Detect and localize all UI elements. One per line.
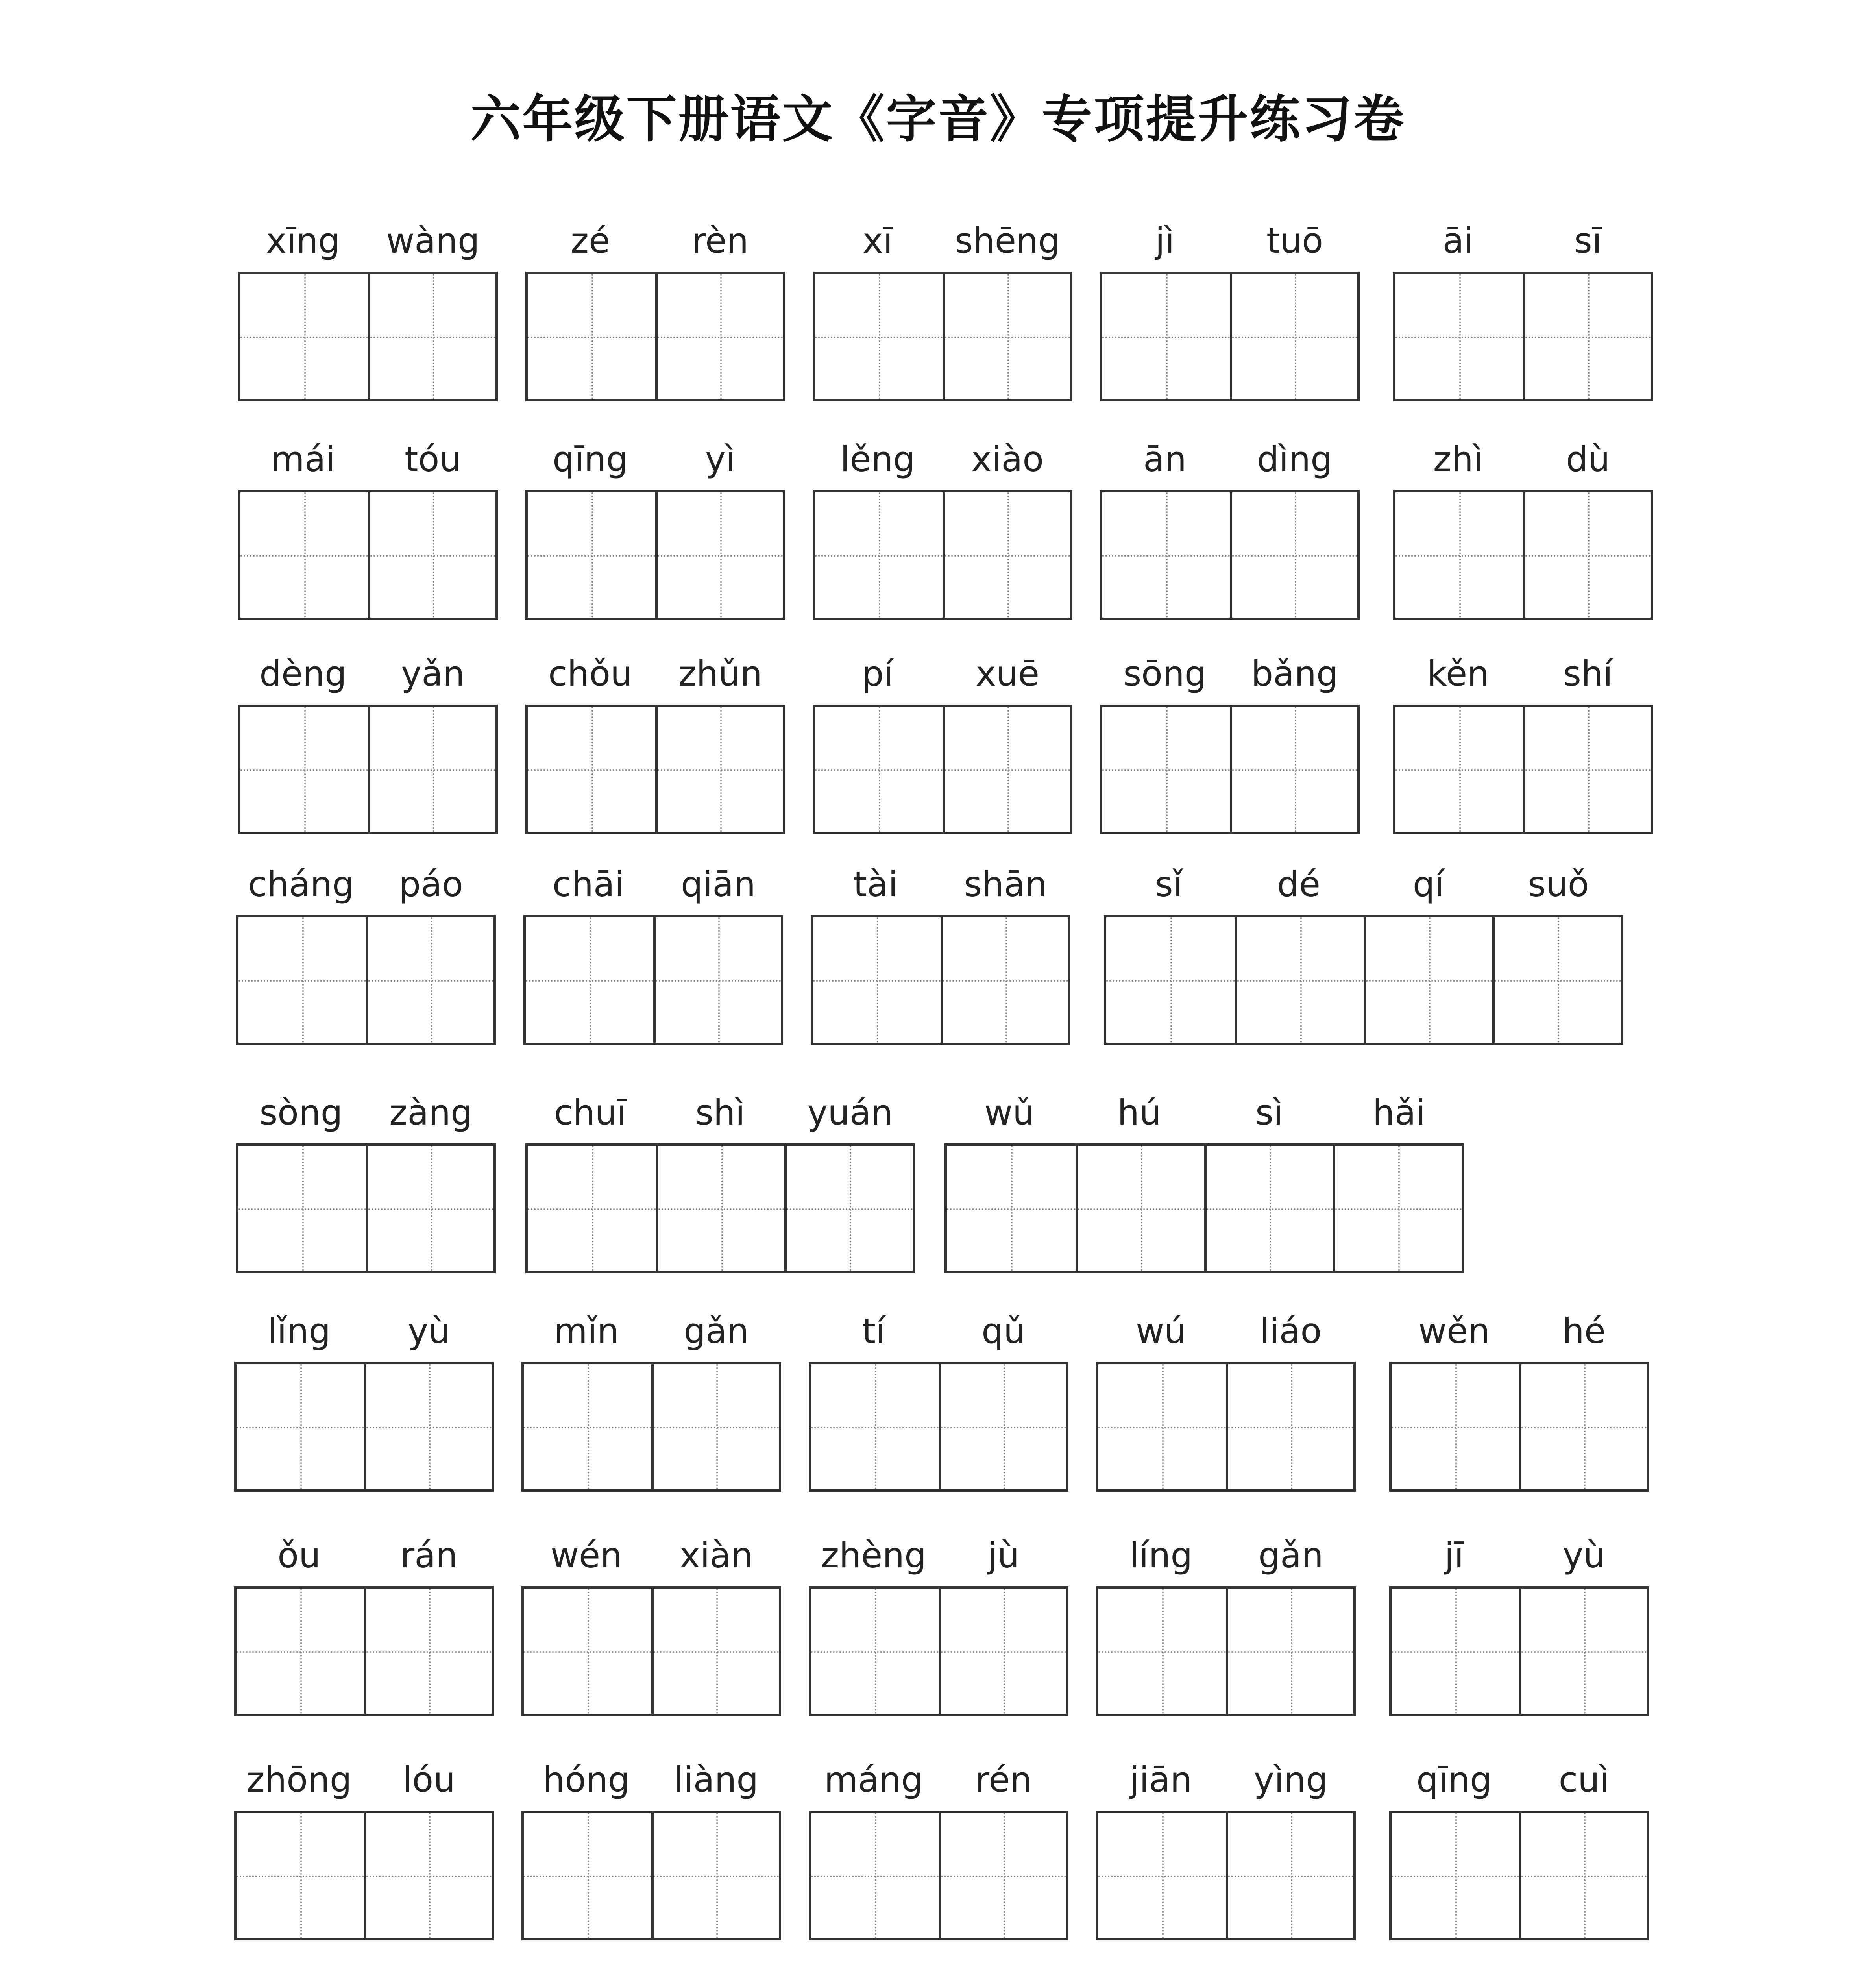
guide-line-horizontal (815, 555, 943, 557)
pinyin-label: zhǔn (678, 653, 762, 694)
guide-line-horizontal (528, 1208, 656, 1210)
character-box[interactable] (947, 1146, 1076, 1271)
character-box[interactable] (1226, 1589, 1353, 1714)
page-title: 六年级下册语文《字音》专项提升练习卷 (470, 90, 1406, 149)
guide-line-horizontal (654, 1427, 779, 1428)
guide-line-horizontal (1395, 337, 1523, 338)
character-box[interactable] (1333, 1146, 1462, 1271)
pinyin-label: wěn (1418, 1311, 1490, 1351)
writing-grid (238, 272, 498, 401)
writing-grid (944, 1143, 1464, 1273)
guide-line-horizontal (941, 1427, 1066, 1428)
pinyin-label: sǐ (1155, 864, 1183, 904)
character-box[interactable] (238, 1146, 366, 1271)
guide-line-horizontal (813, 980, 941, 982)
writing-grid (809, 1586, 1068, 1716)
character-box[interactable] (939, 1589, 1066, 1714)
pinyin-label: zé (570, 220, 610, 261)
character-box[interactable] (813, 917, 941, 1043)
pinyin-label: zhèng (821, 1535, 926, 1576)
pinyin-label: shān (964, 864, 1047, 904)
guide-line-horizontal (1102, 769, 1230, 771)
pinyin-label: rán (400, 1535, 458, 1576)
guide-line-horizontal (1392, 1651, 1519, 1653)
character-box[interactable] (655, 707, 783, 832)
writing-grid (523, 915, 783, 1045)
writing-grid (521, 1362, 781, 1492)
pinyin-label: yìng (1253, 1759, 1328, 1800)
guide-line-horizontal (945, 337, 1070, 338)
guide-line-horizontal (811, 1651, 939, 1653)
character-box[interactable] (1230, 274, 1357, 399)
pinyin-label: xī (862, 220, 893, 261)
character-box[interactable] (1102, 274, 1230, 399)
character-box[interactable] (364, 1589, 492, 1714)
character-box[interactable] (1204, 1146, 1333, 1271)
guide-line-horizontal (811, 1876, 939, 1877)
guide-line-horizontal (658, 337, 783, 338)
guide-line-horizontal (943, 980, 1068, 982)
guide-line-horizontal (656, 980, 781, 982)
character-box[interactable] (815, 492, 943, 618)
writing-grid (234, 1586, 494, 1716)
character-box[interactable] (528, 1146, 656, 1271)
character-box[interactable] (1523, 492, 1651, 618)
character-box[interactable] (366, 917, 493, 1043)
guide-line-horizontal (238, 980, 366, 982)
pinyin-label: xiào (971, 439, 1044, 479)
writing-grid (809, 1811, 1068, 1940)
guide-line-horizontal (370, 769, 495, 771)
pinyin-label: yù (1563, 1535, 1605, 1576)
character-box[interactable] (1392, 1813, 1519, 1938)
writing-grid (234, 1362, 494, 1492)
guide-line-horizontal (945, 769, 1070, 771)
pinyin-label: gǎn (684, 1311, 749, 1351)
guide-line-horizontal (238, 1208, 366, 1210)
pinyin-label: wàng (386, 220, 480, 261)
character-box[interactable] (1102, 707, 1230, 832)
pinyin-label: zàng (389, 1092, 473, 1133)
pinyin-label: cháng (248, 864, 354, 904)
guide-line-horizontal (654, 1876, 779, 1877)
character-box[interactable] (939, 1364, 1066, 1489)
guide-line-horizontal (528, 769, 655, 771)
character-box[interactable] (526, 917, 653, 1043)
writing-grid (234, 1811, 494, 1940)
pinyin-label: qīng (553, 439, 628, 479)
writing-grid (1096, 1811, 1356, 1940)
character-box[interactable] (1098, 1813, 1226, 1938)
guide-line-horizontal (370, 337, 495, 338)
character-box[interactable] (1098, 1589, 1226, 1714)
writing-grid (238, 490, 498, 620)
character-box[interactable] (651, 1589, 779, 1714)
guide-line-horizontal (1521, 1876, 1647, 1877)
character-box[interactable] (528, 274, 655, 399)
guide-line-horizontal (1395, 769, 1523, 771)
guide-line-horizontal (811, 1427, 939, 1428)
guide-line-horizontal (941, 1876, 1066, 1877)
pinyin-label: dé (1277, 864, 1320, 904)
pinyin-label: mǐn (554, 1311, 619, 1351)
pinyin-label: chuī (554, 1092, 627, 1133)
guide-line-horizontal (1525, 555, 1651, 557)
character-box[interactable] (1226, 1364, 1353, 1489)
writing-grid (1389, 1811, 1649, 1940)
pinyin-label: xīng (266, 220, 340, 261)
pinyin-label: hóng (543, 1759, 630, 1800)
character-box[interactable] (528, 492, 655, 618)
character-box[interactable] (653, 917, 781, 1043)
writing-grid (809, 1362, 1068, 1492)
pinyin-label: zhōng (246, 1759, 352, 1800)
writing-grid (525, 1143, 915, 1273)
guide-line-horizontal (941, 1651, 1066, 1653)
character-box[interactable] (1519, 1589, 1647, 1714)
character-box[interactable] (366, 1146, 493, 1271)
character-box[interactable] (943, 707, 1070, 832)
guide-line-horizontal (1392, 1876, 1519, 1877)
guide-line-horizontal (1232, 337, 1357, 338)
guide-line-horizontal (524, 1427, 651, 1428)
character-box[interactable] (1492, 917, 1621, 1043)
character-box[interactable] (238, 917, 366, 1043)
character-box[interactable] (1364, 917, 1492, 1043)
guide-line-horizontal (1098, 1651, 1226, 1653)
writing-grid (525, 490, 785, 620)
pinyin-label: mái (270, 439, 336, 479)
character-box[interactable] (528, 707, 655, 832)
character-box[interactable] (651, 1364, 779, 1489)
guide-line-horizontal (1335, 1208, 1462, 1210)
character-box[interactable] (240, 707, 368, 832)
writing-grid (1100, 272, 1360, 401)
guide-line-horizontal (1366, 980, 1492, 982)
guide-line-horizontal (528, 555, 655, 557)
guide-line-horizontal (1521, 1427, 1647, 1428)
guide-line-horizontal (1106, 980, 1235, 982)
pinyin-label: jù (987, 1535, 1020, 1576)
character-box[interactable] (524, 1364, 651, 1489)
pinyin-label: tí (862, 1311, 885, 1351)
character-box[interactable] (651, 1813, 779, 1938)
character-box[interactable] (1226, 1813, 1353, 1938)
writing-grid (811, 915, 1070, 1045)
pinyin-label: qīng (1416, 1759, 1492, 1800)
writing-grid (1393, 490, 1653, 620)
pinyin-label: qǔ (981, 1311, 1026, 1351)
guide-line-horizontal (658, 555, 783, 557)
writing-grid (521, 1586, 781, 1716)
guide-line-horizontal (1098, 1876, 1226, 1877)
pinyin-label: chǒu (548, 653, 632, 694)
guide-line-horizontal (524, 1876, 651, 1877)
writing-grid (1096, 1586, 1356, 1716)
character-box[interactable] (1392, 1589, 1519, 1714)
guide-line-horizontal (237, 1651, 364, 1653)
character-box[interactable] (1519, 1364, 1647, 1489)
pinyin-label: tuō (1266, 220, 1323, 261)
guide-line-horizontal (1392, 1427, 1519, 1428)
writing-grid (525, 705, 785, 834)
character-box[interactable] (1519, 1813, 1647, 1938)
character-box[interactable] (364, 1813, 492, 1938)
guide-line-horizontal (1525, 769, 1651, 771)
pinyin-label: jì (1155, 220, 1175, 261)
character-box[interactable] (240, 274, 368, 399)
writing-grid (1389, 1586, 1649, 1716)
pinyin-label: lóu (402, 1759, 456, 1800)
character-box[interactable] (1235, 917, 1364, 1043)
pinyin-label: sōng (1123, 653, 1207, 694)
guide-line-horizontal (1207, 1208, 1333, 1210)
character-box[interactable] (368, 492, 495, 618)
writing-grid (1393, 705, 1653, 834)
character-box[interactable] (1523, 707, 1651, 832)
pinyin-label: wú (1136, 1311, 1186, 1351)
writing-grid (236, 915, 496, 1045)
pinyin-label: lěng (840, 439, 915, 479)
character-box[interactable] (941, 917, 1068, 1043)
writing-grid (1393, 272, 1653, 401)
pinyin-label: wén (551, 1535, 622, 1576)
writing-grid (1389, 1362, 1649, 1492)
character-box[interactable] (815, 274, 943, 399)
pinyin-label: kěn (1427, 653, 1489, 694)
pinyin-label: yù (408, 1311, 450, 1351)
guide-line-horizontal (1102, 337, 1230, 338)
character-box[interactable] (811, 1813, 939, 1938)
guide-line-horizontal (1228, 1876, 1353, 1877)
pinyin-label: hǎi (1372, 1092, 1426, 1133)
guide-line-horizontal (240, 769, 368, 771)
character-box[interactable] (364, 1364, 492, 1489)
writing-grid (521, 1811, 781, 1940)
character-box[interactable] (1230, 707, 1357, 832)
pinyin-label: jī (1444, 1535, 1464, 1576)
pinyin-label: bǎng (1251, 653, 1338, 694)
character-box[interactable] (1395, 492, 1523, 618)
character-box[interactable] (1098, 1364, 1226, 1489)
guide-line-horizontal (815, 769, 943, 771)
character-box[interactable] (815, 707, 943, 832)
guide-line-horizontal (1521, 1651, 1647, 1653)
writing-grid (1096, 1362, 1356, 1492)
writing-grid (813, 705, 1072, 834)
writing-grid (1104, 915, 1623, 1045)
guide-line-horizontal (1228, 1427, 1353, 1428)
pinyin-label: āi (1442, 220, 1474, 261)
writing-grid (813, 490, 1072, 620)
guide-line-horizontal (1228, 1651, 1353, 1653)
guide-line-horizontal (524, 1651, 651, 1653)
pinyin-label: máng (824, 1759, 923, 1800)
character-box[interactable] (811, 1589, 939, 1714)
guide-line-horizontal (370, 555, 495, 557)
guide-line-horizontal (1525, 337, 1651, 338)
pinyin-label: gǎn (1258, 1535, 1323, 1576)
pinyin-label: tài (853, 864, 898, 904)
pinyin-label: yì (705, 439, 736, 479)
pinyin-label: hé (1562, 1311, 1606, 1351)
writing-grid (1100, 490, 1360, 620)
pinyin-label: zhì (1433, 439, 1483, 479)
character-box[interactable] (655, 492, 783, 618)
guide-line-horizontal (366, 1427, 492, 1428)
character-box[interactable] (524, 1813, 651, 1938)
guide-line-horizontal (815, 337, 943, 338)
writing-grid (525, 272, 785, 401)
pinyin-label: ǒu (277, 1535, 321, 1576)
guide-line-horizontal (1102, 555, 1230, 557)
guide-line-horizontal (945, 555, 1070, 557)
character-box[interactable] (368, 707, 495, 832)
character-box[interactable] (1395, 707, 1523, 832)
character-box[interactable] (237, 1364, 364, 1489)
guide-line-horizontal (526, 980, 653, 982)
guide-line-horizontal (1495, 980, 1621, 982)
pinyin-label: qiān (680, 864, 756, 904)
pinyin-label: cuì (1558, 1759, 1610, 1800)
pinyin-label: rén (975, 1759, 1032, 1800)
character-box[interactable] (1076, 1146, 1204, 1271)
character-box[interactable] (811, 1364, 939, 1489)
character-box[interactable] (240, 492, 368, 618)
pinyin-label: dù (1566, 439, 1610, 479)
pinyin-label: suǒ (1528, 864, 1589, 904)
pinyin-label: liáo (1260, 1311, 1322, 1351)
character-box[interactable] (939, 1813, 1066, 1938)
pinyin-label: sì (1255, 1092, 1283, 1133)
pinyin-label: shí (1563, 653, 1613, 694)
pinyin-label: liàng (674, 1759, 759, 1800)
guide-line-horizontal (658, 1208, 784, 1210)
guide-line-horizontal (368, 980, 493, 982)
guide-line-horizontal (1232, 769, 1357, 771)
guide-line-horizontal (237, 1427, 364, 1428)
character-box[interactable] (1230, 492, 1357, 618)
pinyin-label: dìng (1257, 439, 1333, 479)
character-box[interactable] (368, 274, 495, 399)
character-box[interactable] (655, 274, 783, 399)
writing-grid (1100, 705, 1360, 834)
character-box[interactable] (1392, 1364, 1519, 1489)
pinyin-label: sòng (259, 1092, 343, 1133)
guide-line-horizontal (366, 1876, 492, 1877)
pinyin-label: dèng (259, 653, 347, 694)
guide-line-horizontal (787, 1208, 913, 1210)
character-box[interactable] (656, 1146, 784, 1271)
pinyin-label: hú (1117, 1092, 1161, 1133)
pinyin-label: jiān (1129, 1759, 1192, 1800)
character-box[interactable] (1102, 492, 1230, 618)
character-box[interactable] (1395, 274, 1523, 399)
guide-line-horizontal (1232, 555, 1357, 557)
guide-line-horizontal (947, 1208, 1076, 1210)
guide-line-horizontal (1237, 980, 1364, 982)
character-box[interactable] (943, 492, 1070, 618)
pinyin-label: wǔ (984, 1092, 1035, 1133)
pinyin-label: yuán (807, 1092, 893, 1133)
guide-line-horizontal (240, 337, 368, 338)
character-box[interactable] (237, 1813, 364, 1938)
character-box[interactable] (1523, 274, 1651, 399)
writing-grid (236, 1143, 496, 1273)
pinyin-label: líng (1129, 1535, 1193, 1576)
guide-line-horizontal (1098, 1427, 1226, 1428)
character-box[interactable] (1106, 917, 1235, 1043)
character-box[interactable] (784, 1146, 913, 1271)
pinyin-label: shēng (955, 220, 1060, 261)
pinyin-label: pí (861, 653, 894, 694)
pinyin-label: qí (1412, 864, 1445, 904)
guide-line-horizontal (368, 1208, 493, 1210)
writing-grid (813, 272, 1072, 401)
guide-line-horizontal (1078, 1208, 1204, 1210)
guide-line-horizontal (1395, 555, 1523, 557)
pinyin-label: rèn (691, 220, 749, 261)
guide-line-horizontal (240, 555, 368, 557)
pinyin-label: xuē (976, 653, 1039, 694)
pinyin-label: shì (695, 1092, 745, 1133)
writing-grid (238, 705, 498, 834)
pinyin-label: ān (1143, 439, 1187, 479)
guide-line-horizontal (366, 1651, 492, 1653)
pinyin-label: yǎn (401, 653, 465, 694)
character-box[interactable] (524, 1589, 651, 1714)
character-box[interactable] (237, 1589, 364, 1714)
pinyin-label: sī (1574, 220, 1602, 261)
guide-line-horizontal (654, 1651, 779, 1653)
character-box[interactable] (943, 274, 1070, 399)
guide-line-horizontal (237, 1876, 364, 1877)
pinyin-label: xiàn (679, 1535, 753, 1576)
guide-line-horizontal (528, 337, 655, 338)
pinyin-label: chāi (552, 864, 625, 904)
guide-line-horizontal (658, 769, 783, 771)
pinyin-label: páo (399, 864, 463, 904)
pinyin-label: tóu (404, 439, 462, 479)
pinyin-label: lǐng (267, 1311, 331, 1351)
